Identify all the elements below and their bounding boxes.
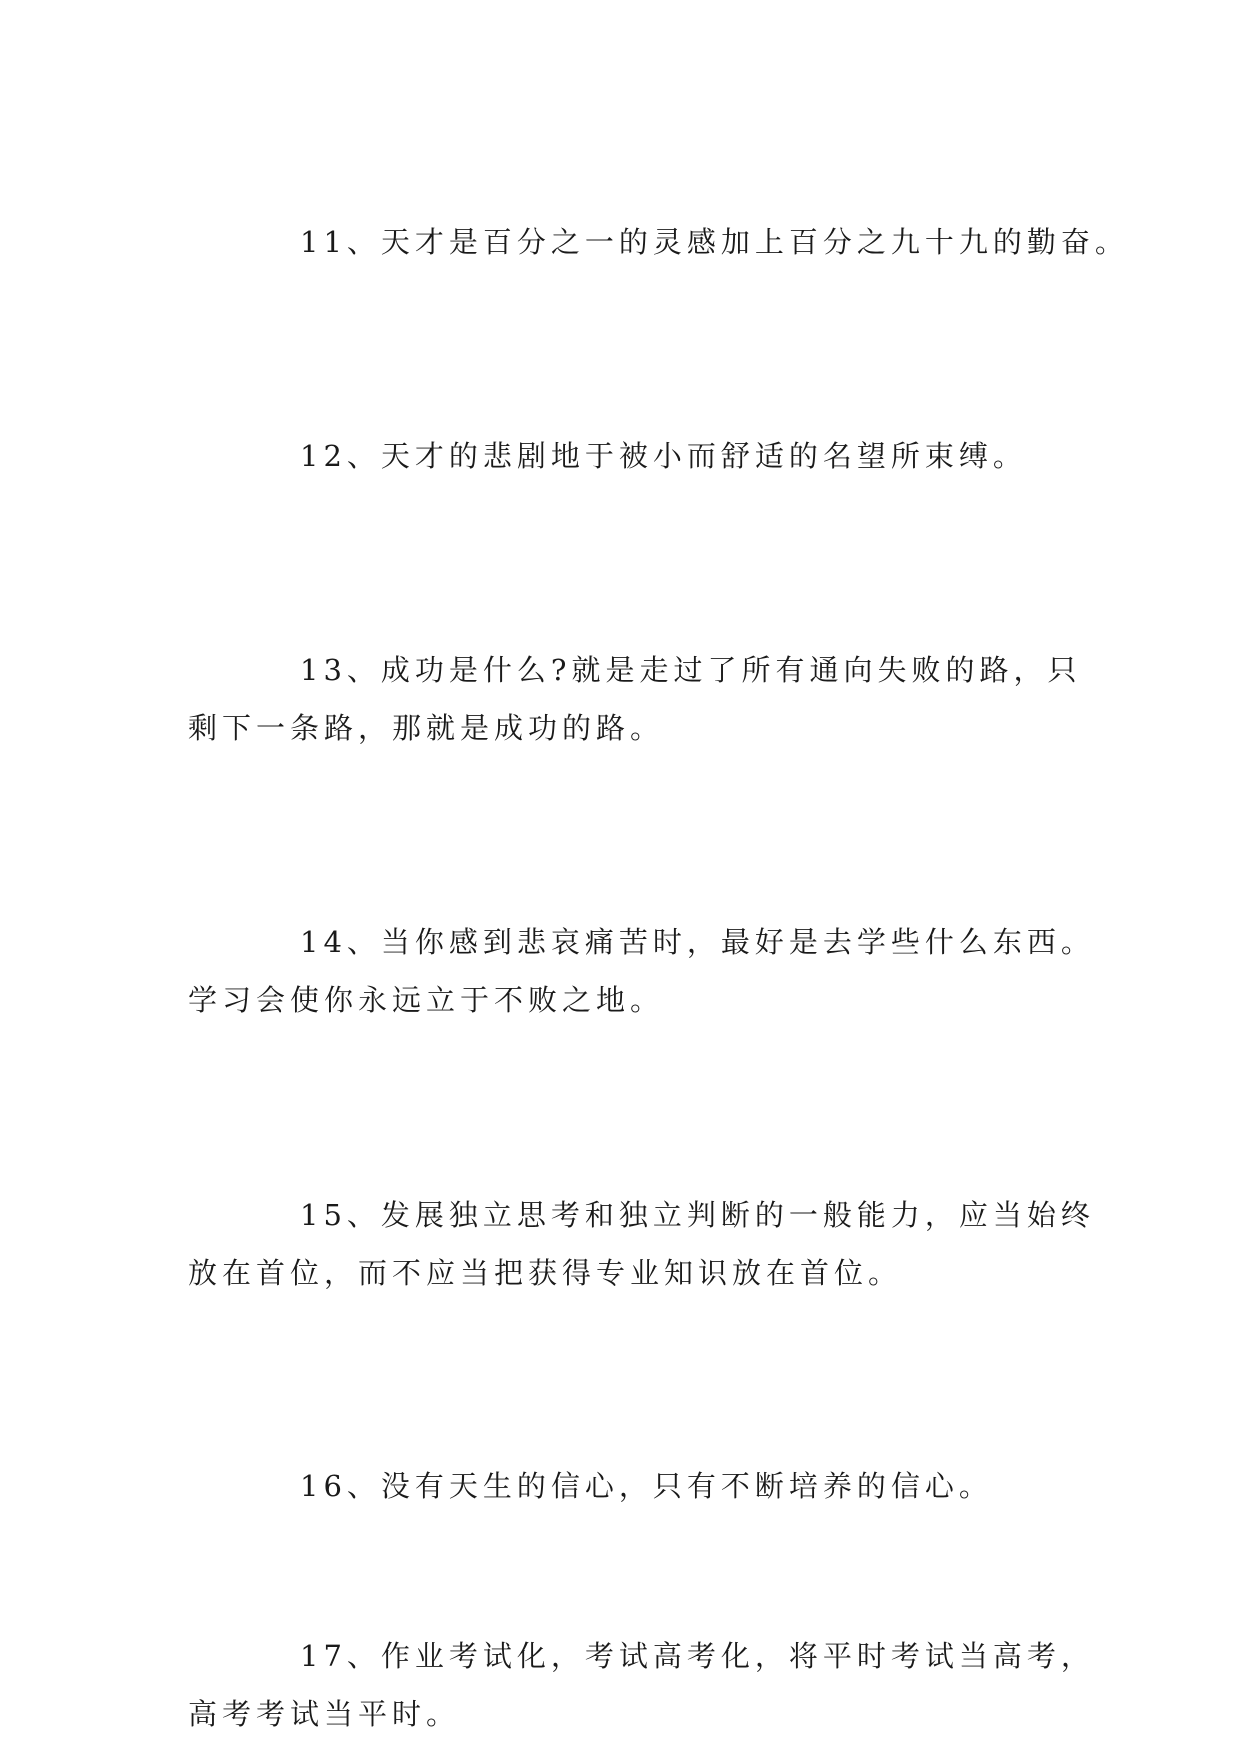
paragraph-line: 13、成功是什么?就是走过了所有通向失败的路，只: [300, 653, 1082, 687]
paragraph-line: 11、天才是百分之一的灵感加上百分之九十九的勤奋。: [300, 225, 1129, 259]
paragraph-line: 剩下一条路，那就是成功的路。: [188, 711, 665, 745]
paragraph-line: 放在首位，而不应当把获得专业知识放在首位。: [188, 1256, 903, 1290]
paragraph-line: 15、发展独立思考和独立判断的一般能力，应当始终: [300, 1198, 1095, 1232]
quote-paragraph-11: [188, 213, 1129, 271]
quote-paragraph-16: [188, 1457, 1068, 1515]
quote-paragraph-15: [188, 1186, 1095, 1302]
paragraph-line: 高考考试当平时。: [188, 1697, 461, 1731]
quote-paragraph-12: [188, 427, 1068, 485]
paragraph-line: 学习会使你永远立于不败之地。: [188, 983, 665, 1017]
quote-paragraph-14: [188, 913, 1095, 1029]
paragraph-line: 16、没有天生的信心，只有不断培养的信心。: [300, 1469, 993, 1503]
quote-paragraph-13: [188, 641, 1082, 757]
paragraph-line: 17、作业考试化，考试高考化，将平时考试当高考，: [300, 1639, 1095, 1673]
quote-paragraph-17: [188, 1627, 1095, 1743]
paragraph-line: 12、天才的悲剧地于被小而舒适的名望所束缚。: [300, 439, 1027, 473]
paragraph-line: 14、当你感到悲哀痛苦时，最好是去学些什么东西。: [300, 925, 1095, 959]
